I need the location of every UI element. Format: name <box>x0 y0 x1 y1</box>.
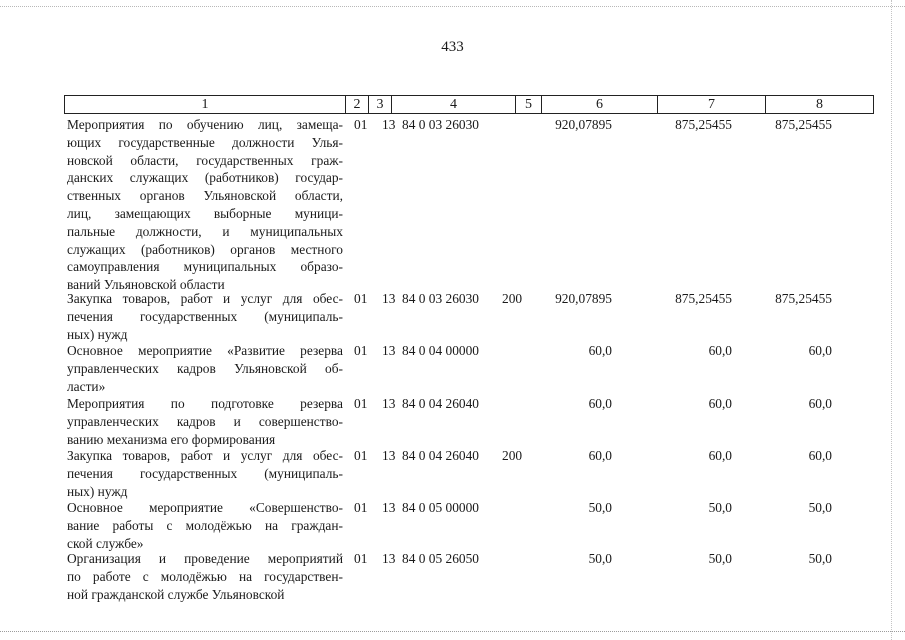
row-name-line: ской службе» <box>67 535 144 551</box>
amount-col-8-cell: 875,25455 <box>775 117 832 132</box>
row-name-line: Закупка товаров, работ и услуг для обес- <box>67 291 343 306</box>
target-article-cell: 84 0 05 00000 <box>402 500 479 515</box>
subsection-code-cell: 13 <box>382 343 396 358</box>
row-name-line: вание работы с молодёжью на граждан- <box>67 517 343 533</box>
header-col-3: 3 <box>369 96 392 114</box>
table-header-row <box>65 96 874 114</box>
table-header <box>64 95 874 114</box>
amount-col-8-cell: 50,0 <box>808 500 832 515</box>
header-col-1: 1 <box>65 96 346 114</box>
row-name-line: пальные должности, и муниципальных <box>67 223 343 239</box>
amount-col-8-cell: 60,0 <box>808 343 832 358</box>
row-name-cell <box>67 499 343 552</box>
row-name-cell <box>67 447 343 500</box>
row-name-line: Основное мероприятие «Развитие резерва <box>67 343 343 358</box>
header-col-2: 2 <box>346 96 369 114</box>
page-number: 433 <box>441 39 464 55</box>
row-name-line: Мероприятия по обучению лиц, замеща- <box>67 117 343 132</box>
amount-col-7-cell: 875,25455 <box>675 117 732 132</box>
amount-col-7-cell: 60,0 <box>708 343 732 358</box>
row-name-line: ных) нужд <box>67 483 128 499</box>
target-article-cell: 84 0 04 26040 <box>402 448 479 463</box>
target-article-cell: 84 0 04 26040 <box>402 396 479 411</box>
header-col-4: 4 <box>392 96 516 114</box>
row-name-line: самоуправления муниципальных образо- <box>67 259 343 275</box>
header-col-8: 8 <box>766 96 874 114</box>
target-article-cell: 84 0 04 00000 <box>402 343 479 358</box>
subsection-code-cell: 13 <box>382 117 396 132</box>
row-name-line: данских служащих (работников) государ- <box>67 170 343 186</box>
subsection-code-cell: 13 <box>382 448 396 463</box>
section-code-cell: 01 <box>354 343 368 358</box>
section-code-cell: 01 <box>354 396 368 411</box>
row-name-cell <box>67 550 343 603</box>
row-name-line: новской области, государственных граж- <box>67 152 343 168</box>
subsection-code-cell: 13 <box>382 500 396 515</box>
amount-col-6-cell: 920,07895 <box>555 291 612 306</box>
amount-col-6-cell: 60,0 <box>588 448 612 463</box>
section-code-cell: 01 <box>354 291 368 306</box>
row-name-line: лиц, замещающих выборные муници- <box>67 205 343 221</box>
amount-col-6-cell: 50,0 <box>588 551 612 566</box>
row-name-cell <box>67 342 343 395</box>
header-col-6: 6 <box>542 96 658 114</box>
amount-col-7-cell: 50,0 <box>708 551 732 566</box>
row-name-line: ваний Ульяновской области <box>67 277 225 293</box>
row-name-line: печения государственных (муниципаль- <box>67 465 343 481</box>
row-name-line: ласти» <box>67 378 106 394</box>
row-name-line: ной гражданской службе Ульяновской <box>67 586 285 602</box>
amount-col-6-cell: 60,0 <box>588 396 612 411</box>
amount-col-6-cell: 60,0 <box>588 343 612 358</box>
page-edge-top <box>0 6 905 8</box>
amount-col-7-cell: 50,0 <box>708 500 732 515</box>
row-name-cell <box>67 290 343 343</box>
row-name-cell <box>67 116 343 294</box>
section-code-cell: 01 <box>354 551 368 566</box>
amount-col-8-cell: 60,0 <box>808 448 832 463</box>
header-col-5: 5 <box>516 96 542 114</box>
header-col-7: 7 <box>658 96 766 114</box>
row-name-cell <box>67 395 343 448</box>
section-code-cell: 01 <box>354 500 368 515</box>
expense-type-cell: 200 <box>502 291 523 306</box>
row-name-line: по работе с молодёжью на государствен- <box>67 568 343 584</box>
target-article-cell: 84 0 03 26030 <box>402 291 479 306</box>
expense-type-cell: 200 <box>502 448 523 463</box>
row-name-line: ванию механизма его формирования <box>67 431 276 447</box>
page-edge-right <box>891 0 893 640</box>
row-name-line: ных) нужд <box>67 326 128 342</box>
row-name-line: Организация и проведение мероприятий <box>67 551 343 566</box>
amount-col-7-cell: 875,25455 <box>675 291 732 306</box>
section-code-cell: 01 <box>354 448 368 463</box>
target-article-cell: 84 0 05 26050 <box>402 551 479 566</box>
row-name-line: Закупка товаров, работ и услуг для обес- <box>67 448 343 463</box>
amount-col-8-cell: 50,0 <box>808 551 832 566</box>
amount-col-7-cell: 60,0 <box>708 448 732 463</box>
section-code-cell: 01 <box>354 117 368 132</box>
row-name-line: ственных органов Ульяновской области, <box>67 188 343 204</box>
row-name-line: Мероприятия по подготовке резерва <box>67 396 343 411</box>
target-article-cell: 84 0 03 26030 <box>402 117 479 132</box>
amount-col-7-cell: 60,0 <box>708 396 732 411</box>
amount-col-6-cell: 50,0 <box>588 500 612 515</box>
row-name-line: управленческих кадров Ульяновской об- <box>67 360 343 376</box>
row-name-line: ющих государственные должности Улья- <box>67 134 343 150</box>
row-name-line: печения государственных (муниципаль- <box>67 308 343 324</box>
amount-col-6-cell: 920,07895 <box>555 117 612 132</box>
amount-col-8-cell: 875,25455 <box>775 291 832 306</box>
subsection-code-cell: 13 <box>382 291 396 306</box>
subsection-code-cell: 13 <box>382 551 396 566</box>
amount-col-8-cell: 60,0 <box>808 396 832 411</box>
row-name-line: Основное мероприятие «Совершенство- <box>67 500 343 515</box>
subsection-code-cell: 13 <box>382 396 396 411</box>
page-edge-bottom <box>0 631 905 633</box>
row-name-line: управленческих кадров и совершенство- <box>67 413 343 429</box>
row-name-line: служащих (работников) органов местного <box>67 241 343 257</box>
